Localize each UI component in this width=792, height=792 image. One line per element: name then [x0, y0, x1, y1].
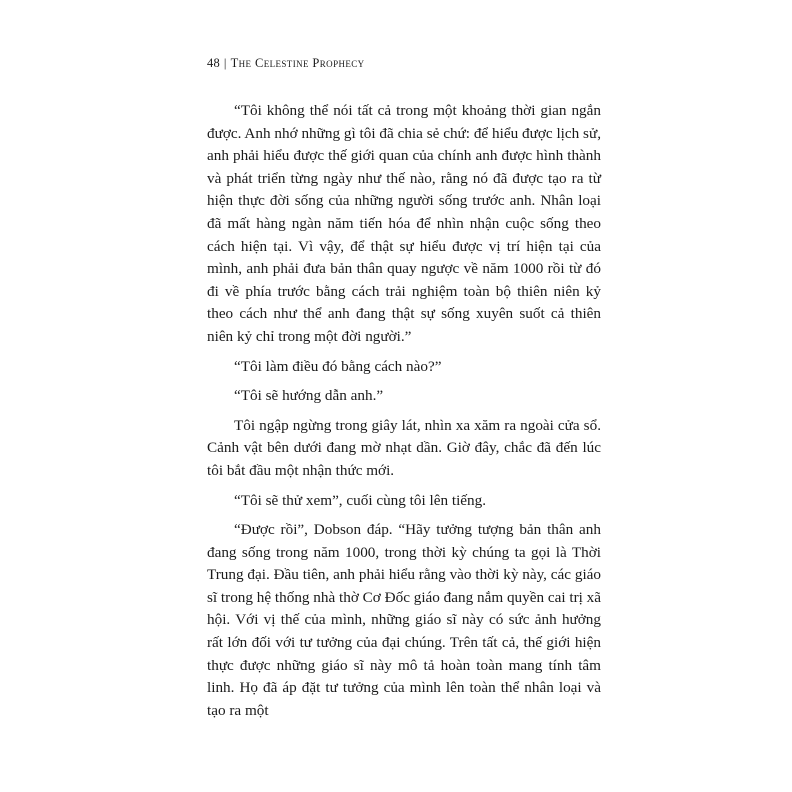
paragraph-question: “Tôi làm điều đó bằng cách nào?” — [234, 357, 442, 375]
paragraph-dobson-explanation: “Tôi không thể nói tất cả trong một khoảng thời gian ngắn được. Anh nhớ những gì tôi đã chia sẻ chứ: để hiểu được lịch sử, anh phải hiểu được thế giới quan của chính anh được hình thành và phát triển từng ngày như thế nào, rằng nó đã được tạo ra từ hiện thực đời sống của những người sống trước anh. Nhân loại đã mất hàng ngàn năm tiến hóa để nhìn nhận cuộc sống theo cách hiện tại. Vì vậy, để thật sự hiểu được vị trí hiện tại của mình, anh phải đưa bản thân quay ngược về năm 1000 rồi từ đó đi về phía trước bằng cách trải nghiệm toàn bộ thiên niên kỷ theo cách như thể anh đang thật sự sống xuyên suốt cả thiên niên kỷ chỉ trong một đời người.” — [207, 102, 601, 345]
paragraph-hesitation: Tôi ngập ngừng trong giây lát, nhìn xa xăm ra ngoài cửa sổ. Cảnh vật bên dưới đang mờ nhạt dần. Giờ đây, chắc đã đến lúc tôi bắt đầu một nhận thức mới. — [207, 416, 601, 479]
paragraph-guide: “Tôi sẽ hướng dẫn anh.” — [234, 387, 384, 405]
header-separator: | — [223, 56, 227, 70]
paragraph-try: “Tôi sẽ thử xem”, cuối cùng tôi lên tiếng. — [234, 491, 487, 509]
page-number: 48 — [207, 56, 220, 70]
book-title: The Celestine Prophecy — [230, 56, 365, 70]
body-text — [207, 100, 601, 722]
running-header — [207, 56, 365, 71]
paragraph-middle-ages: “Được rồi”, Dobson đáp. “Hãy tưởng tượng bản thân anh đang sống trong năm 1000, trong thời kỳ chúng ta gọi là Thời Trung đại. Đầu tiên, anh phải hiểu rằng vào thời kỳ này, các giáo sĩ trong hệ thống nhà thờ Cơ Đốc giáo đang nắm quyền cai trị xã hội. Với vị thế của mình, những giáo sĩ này có sức ảnh hưởng rất lớn đối với tư tưởng của đại chúng. Trên tất cả, thế giới hiện thực được những giáo sĩ này mô tả hoàn toàn mang tính tâm linh. Họ đã áp đặt tư tưởng của mình lên toàn thể nhân loại và tạo ra một — [207, 521, 601, 719]
